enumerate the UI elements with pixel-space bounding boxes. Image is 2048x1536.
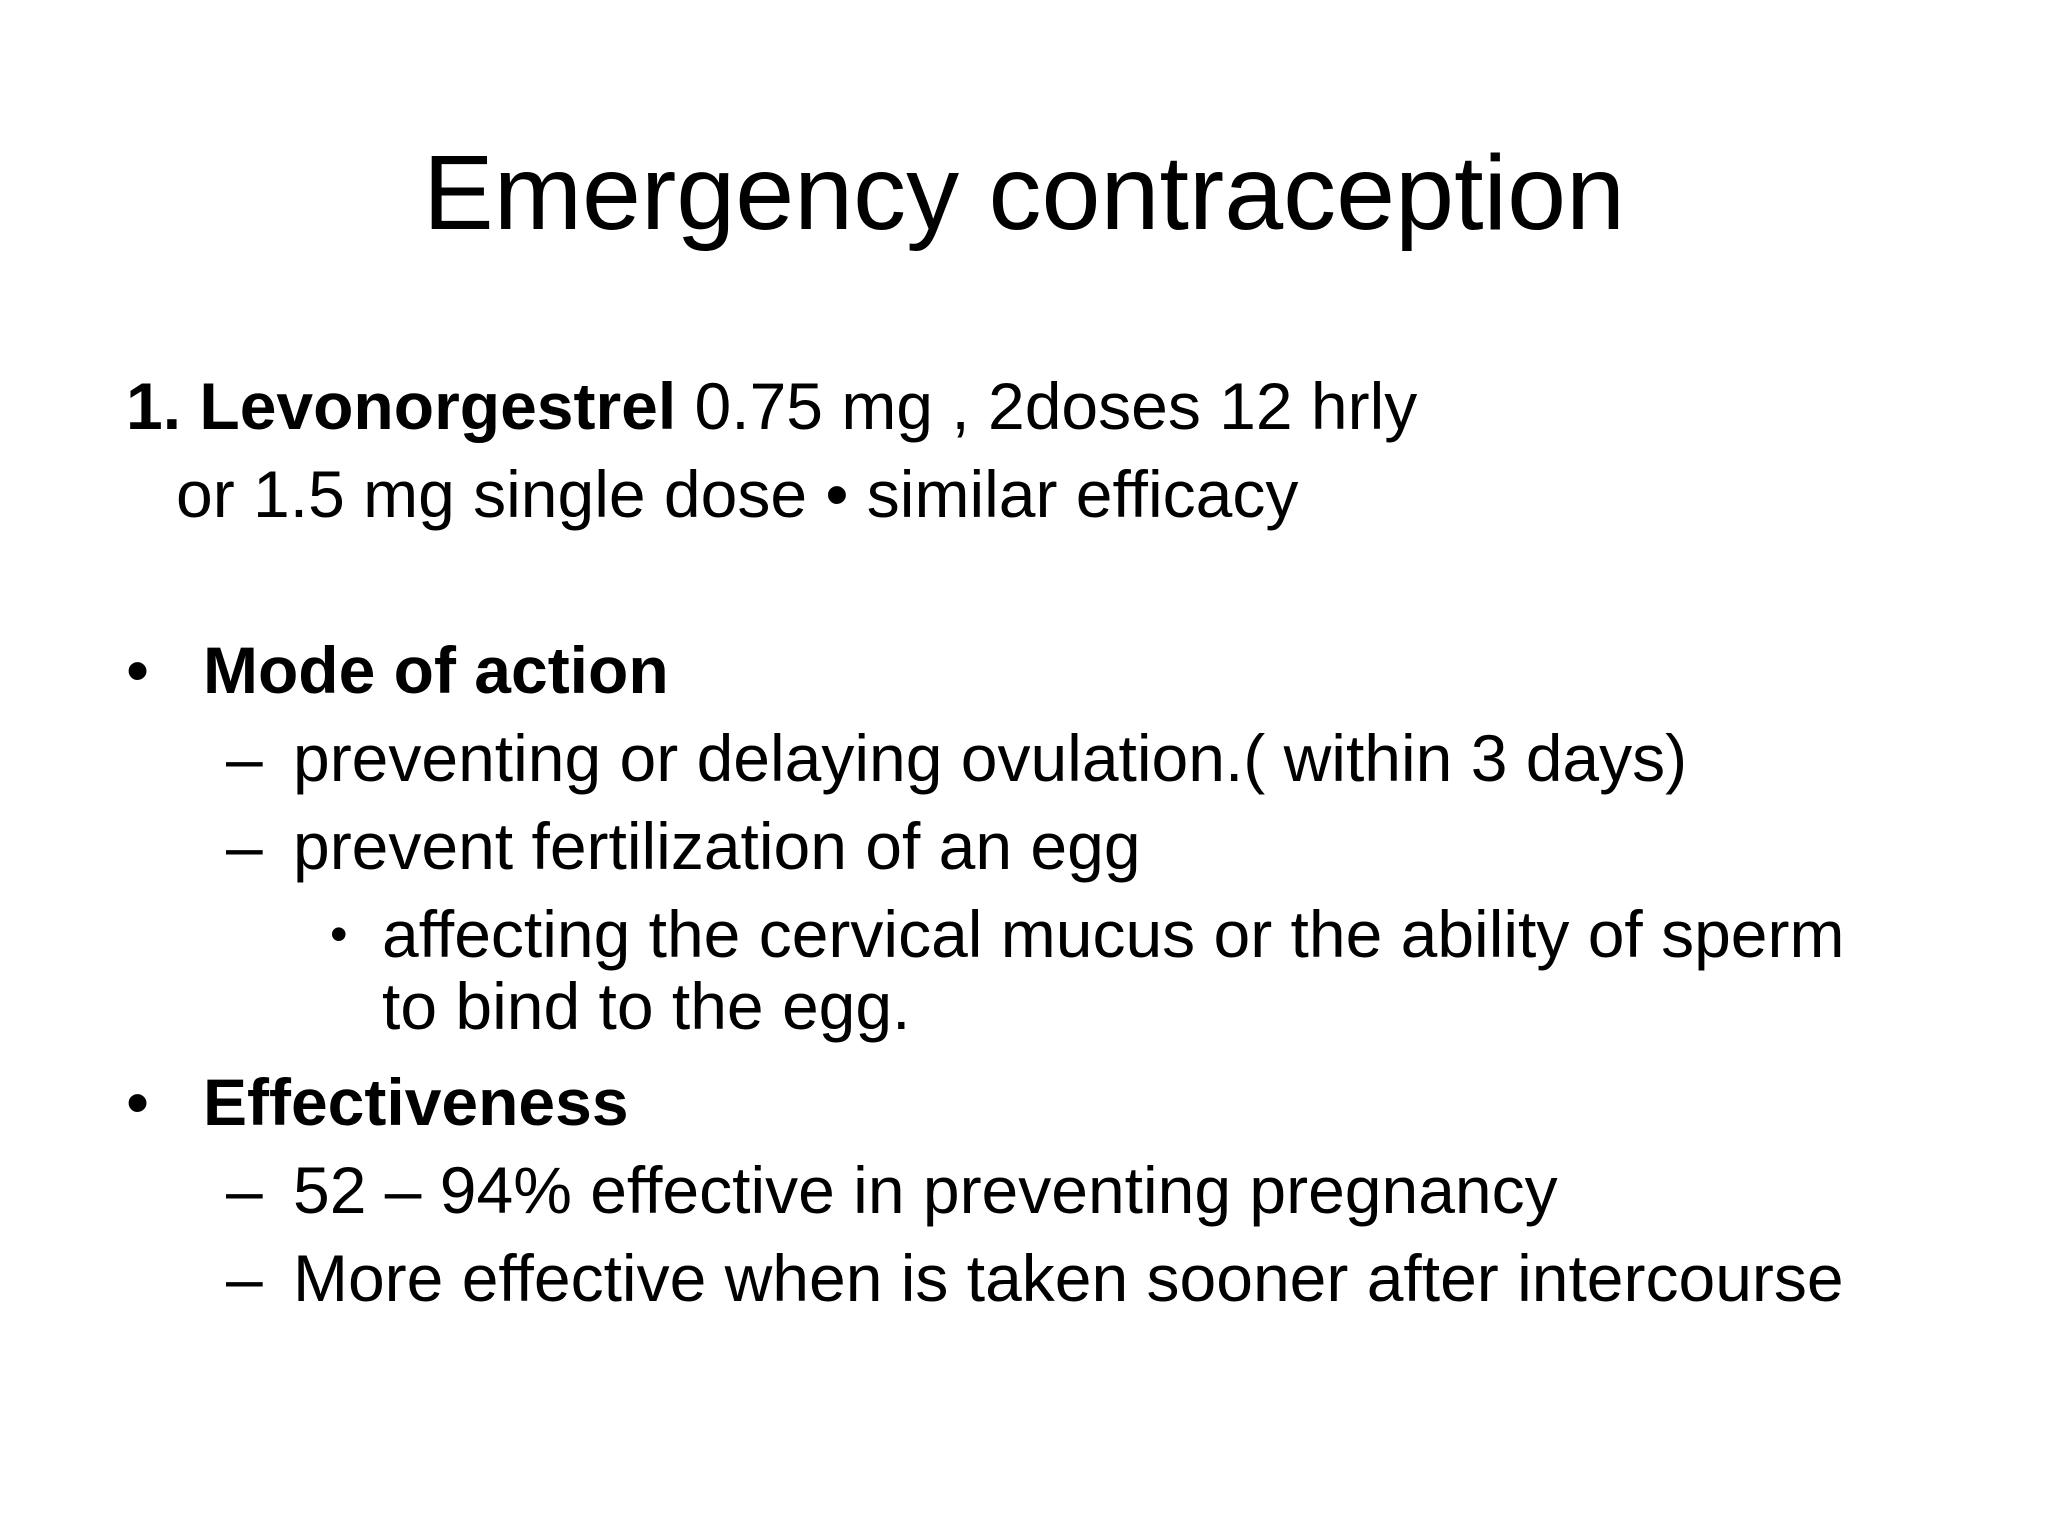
heading-mode-of-action: Mode of action — [203, 633, 669, 707]
subitem-effectiveness-range: 52 – 94% effective in preventing pregnancy — [293, 1153, 1558, 1227]
bullet-marker: • — [126, 633, 150, 707]
item-number: 1. — [126, 369, 182, 443]
dash-marker: – — [226, 1241, 263, 1315]
subitem-fertilization: prevent fertilization of an egg — [293, 809, 1141, 883]
dose-text: 0.75 mg , 2doses 12 hrly — [676, 369, 1418, 443]
subitem-timing: More effective when is taken sooner after intercourse — [293, 1241, 1844, 1315]
item-levonorgestrel — [126, 366, 1417, 446]
dash-marker: – — [226, 1153, 263, 1227]
heading-effectiveness: Effectiveness — [203, 1065, 629, 1139]
dose-continuation: or 1.5 mg single dose • similar efficacy — [176, 457, 1299, 531]
slide-title: Emergency contraception — [423, 134, 1625, 252]
dash-marker: – — [226, 721, 263, 795]
drug-name: Levonorgestrel — [199, 369, 677, 443]
subitem-ovulation: preventing or delaying ovulation.( within 3 days) — [293, 721, 1688, 795]
bullet-marker: • — [126, 1065, 150, 1139]
dash-marker: – — [226, 809, 263, 883]
subsubitem-line1: affecting the cervical mucus or the ability of sperm — [382, 897, 1845, 971]
subsubitem-line2: to bind to the egg. — [382, 969, 911, 1043]
sub-bullet-marker: • — [330, 906, 348, 962]
